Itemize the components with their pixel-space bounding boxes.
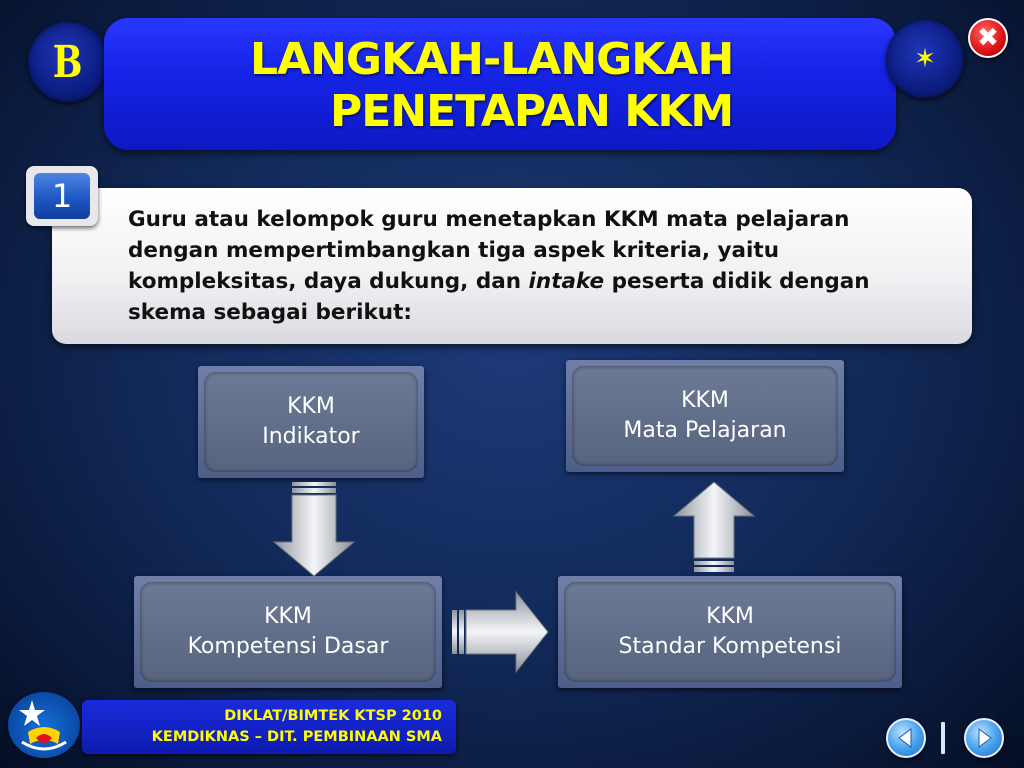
footer-line-1: DIKLAT/BIMTEK KTSP 2010 [224, 708, 442, 724]
arrow-down-icon [268, 480, 360, 578]
prev-slide-button[interactable] [886, 718, 926, 758]
kkm-mata-pelajaran-line2: Mata Pelajaran [623, 418, 787, 443]
kkm-kompetensi-dasar-line1: KKM [264, 604, 312, 629]
kkm-standar-kompetensi-line2: Standar Kompetensi [618, 634, 842, 659]
arrow-right-icon [450, 590, 550, 674]
next-arrow-icon [966, 720, 1002, 756]
kkm-indikator-line1: KKM [287, 394, 335, 419]
kkm-indikator-box [198, 366, 424, 478]
footer-credit [82, 700, 456, 754]
section-badge [28, 22, 108, 102]
kkm-kompetensi-dasar-line2: Kompetensi Dasar [187, 634, 389, 659]
kkm-standar-kompetensi-box [558, 576, 902, 688]
logo-graphic [8, 692, 80, 758]
title-line-1: LANGKAH-LANGKAH [250, 34, 734, 85]
description-panel [52, 188, 972, 344]
title-line-2: PENETAPAN KKM [330, 86, 734, 137]
kkm-mata-pelajaran-box [566, 360, 844, 472]
close-button[interactable] [968, 18, 1008, 58]
next-slide-button[interactable] [964, 718, 1004, 758]
kemdiknas-logo-icon [8, 692, 80, 758]
description-text-part-1: Guru atau kelompok guru menetapkan KKM mata pelajaran dengan mempertimbangkan tiga aspek kriteria, yaitu kompleksitas, daya dukung, dan [128, 207, 850, 294]
kkm-mata-pelajaran-line1: KKM [681, 388, 729, 413]
close-icon: ✖ [977, 23, 999, 53]
nav-separator [941, 722, 945, 754]
star-badge [886, 20, 964, 98]
step-number-badge [26, 166, 98, 226]
kkm-indikator-line2: Indikator [262, 424, 360, 449]
footer-line-2: KEMDIKNAS – DIT. PEMBINAAN SMA [151, 729, 442, 745]
kkm-kompetensi-dasar-box [134, 576, 442, 688]
step-number: 1 [34, 173, 90, 219]
kkm-standar-kompetensi-line1: KKM [706, 604, 754, 629]
prev-arrow-icon [888, 720, 924, 756]
description-text [128, 204, 928, 328]
description-text-part-2: peserta didik dengan skema sebagai berikut: [128, 269, 870, 325]
description-text-italic: intake [528, 269, 605, 294]
section-letter: B [53, 36, 83, 88]
arrow-up-icon [672, 480, 756, 574]
star-icon: ✶ [914, 44, 936, 74]
page-title [104, 18, 896, 150]
